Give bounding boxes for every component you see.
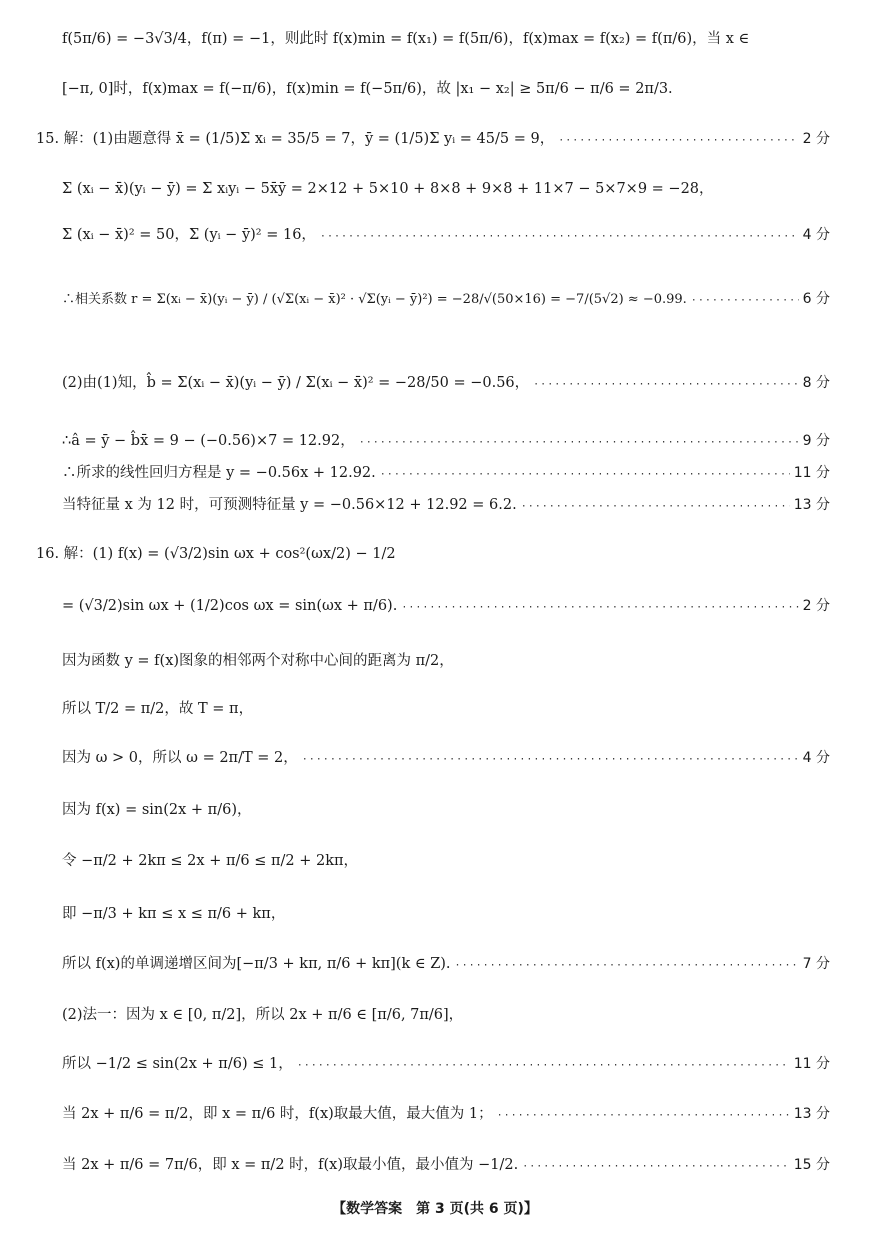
q16-line-7	[62, 905, 830, 923]
q15-line-6	[62, 464, 830, 484]
line-text: [−π, 0]时，f(x)max = f(−π/6)，f(x)min = f(−5π/6)，故 |x₁ − x₂| ≥ 5π/6 − π/6 = 2π/3.	[62, 81, 673, 97]
score-label: 11 分	[793, 1056, 830, 1072]
score-label: 2 分	[802, 131, 830, 147]
line-text: ∴所求的线性回归方程是 y = −0.56x + 12.92.	[62, 465, 376, 481]
line-text: 所以 −1/2 ≤ sin(2x + π/6) ≤ 1，	[62, 1056, 293, 1072]
score-label: 4 分	[802, 750, 830, 766]
score-label: 4 分	[802, 227, 830, 243]
q15-line-5	[62, 432, 830, 452]
q16-line-11	[62, 1105, 830, 1125]
leader-dots	[691, 292, 799, 310]
line-text: f(5π/6) = −3√3/4，f(π) = −1，则此时 f(x)min = f(x₁) = f(5π/6)，f(x)max = f(x₂) = f(π/6)，当 x ∈	[62, 31, 750, 47]
q16-line-5	[62, 801, 830, 819]
line-text: 令 −π/2 + 2kπ ≤ 2x + π/6 ≤ π/2 + 2kπ，	[62, 853, 359, 869]
line-text: 即 −π/3 + kπ ≤ x ≤ π/6 + kπ，	[62, 906, 286, 922]
score-label: 2 分	[802, 598, 830, 614]
q15-line-2	[62, 226, 830, 246]
leader-dots	[359, 434, 799, 452]
q16-line-2	[62, 652, 830, 670]
leader-dots	[297, 1057, 790, 1075]
line-text: ∴â = ȳ − b̂x̄ = 9 − (−0.56)×7 = 12.92，	[62, 433, 355, 449]
line-text: Σ (xᵢ − x̄)² = 50，Σ (yᵢ − ȳ)² = 16，	[62, 227, 316, 243]
line-text: = (√3/2)sin ωx + (1/2)cos ωx = sin(ωx + π/6).	[62, 598, 398, 614]
line-text: 所以 T/2 = π/2，故 T = π，	[62, 701, 254, 717]
leader-dots	[521, 498, 790, 516]
line-text: (2)法一：因为 x ∈ [0, π/2]，所以 2x + π/6 ∈ [π/6, 7π/6]，	[62, 1007, 464, 1023]
q15-line-7	[62, 496, 830, 516]
q15-line-4	[62, 374, 830, 394]
leader-dots	[533, 376, 798, 394]
line-text: Σ (xᵢ − x̄)(yᵢ − ȳ) = Σ xᵢyᵢ − 5x̄ȳ = 2×12 + 5×10 + 8×8 + 9×8 + 11×7 − 5×7×9 = −28，	[62, 181, 714, 197]
score-label: 15 分	[793, 1157, 830, 1173]
score-label: 8 分	[802, 375, 830, 391]
q16-line-8	[62, 955, 830, 975]
leader-dots	[558, 132, 798, 150]
score-label: 11 分	[793, 465, 830, 481]
q16-line-0	[36, 545, 830, 563]
q15-line-1	[62, 180, 830, 198]
leader-dots	[380, 466, 790, 484]
q16-line-3	[62, 700, 830, 718]
leader-dots	[302, 751, 799, 769]
q15-line-0	[36, 130, 830, 150]
line-text: 因为函数 y = f(x)图象的相邻两个对称中心间的距离为 π/2，	[62, 653, 454, 669]
q16-line-4	[62, 749, 830, 769]
line-text: 15. 解：(1)由题意得 x̄ = (1/5)Σ xᵢ = 35/5 = 7，ȳ = (1/5)Σ yᵢ = 45/5 = 9，	[36, 131, 555, 147]
line-text: 所以 f(x)的单调递增区间为[−π/3 + kπ, π/6 + kπ](k ∈ Z).	[62, 956, 451, 972]
line-text: 因为 ω > 0，所以 ω = 2π/T = 2，	[62, 750, 298, 766]
score-label: 9 分	[802, 433, 830, 449]
leader-dots	[497, 1107, 790, 1125]
line-text: 当 2x + π/6 = 7π/6，即 x = π/2 时，f(x)取最小值，最小值为 −1/2.	[62, 1157, 519, 1173]
line-text: ∴相关系数 r = Σ(xᵢ − x̄)(yᵢ − ȳ) / (√Σ(xᵢ − x̄)² · √Σ(yᵢ − ȳ)²) = −28/√(50×16) = −7/(5√2) ≈ −0.99.	[62, 292, 687, 307]
line-0	[62, 30, 830, 48]
line-text: 16. 解：(1) f(x) = (√3/2)sin ωx + cos²(ωx/2) − 1/2	[36, 546, 396, 562]
page-footer: 【数学答案 第 3 页(共 6 页)】	[332, 1201, 538, 1217]
line-1	[62, 80, 830, 98]
q16-line-12	[62, 1156, 830, 1176]
leader-dots	[320, 228, 799, 246]
score-label: 6 分	[802, 291, 830, 307]
q16-line-1	[62, 597, 830, 617]
line-text: 当特征量 x 为 12 时，可预测特征量 y = −0.56×12 + 12.92 = 6.2.	[62, 497, 517, 513]
score-label: 13 分	[793, 497, 830, 513]
leader-dots	[455, 957, 799, 975]
q15-line-3	[62, 290, 830, 310]
leader-dots	[522, 1158, 790, 1176]
q16-line-9	[62, 1006, 830, 1024]
line-text: 当 2x + π/6 = π/2，即 x = π/6 时，f(x)取最大值，最大值为 1；	[62, 1106, 493, 1122]
line-text: (2)由(1)知，b̂ = Σ(xᵢ − x̄)(yᵢ − ȳ) / Σ(xᵢ − x̄)² = −28/50 = −0.56，	[62, 375, 530, 391]
score-label: 7 分	[802, 956, 830, 972]
q16-line-10	[62, 1055, 830, 1075]
q16-line-6	[62, 852, 830, 870]
line-text: 因为 f(x) = sin(2x + π/6)，	[62, 802, 252, 818]
leader-dots	[401, 599, 798, 617]
score-label: 13 分	[793, 1106, 830, 1122]
